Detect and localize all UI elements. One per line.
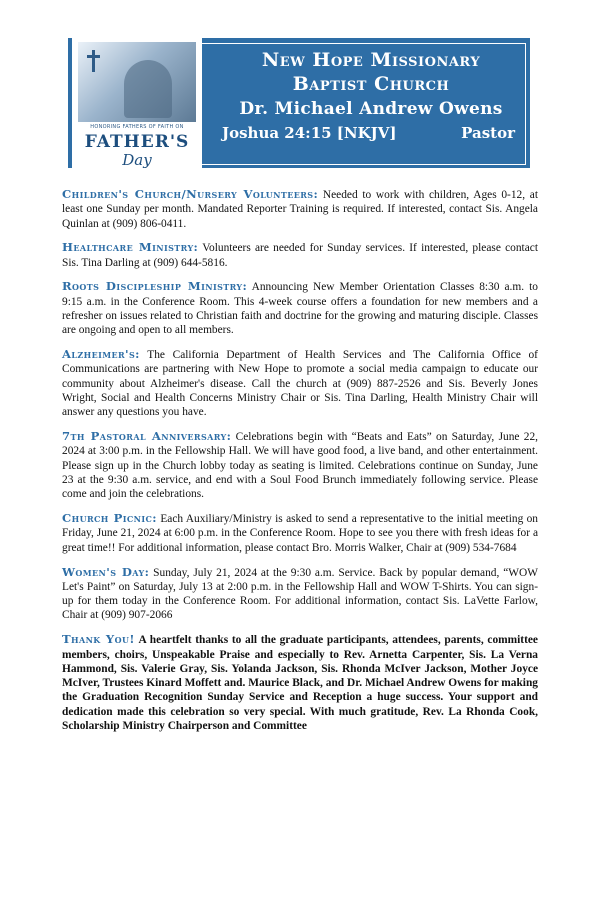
logo-subtitle: Day [122, 151, 152, 169]
pastor-name: Dr. Michael Andrew Owens [239, 99, 503, 119]
announcement-body: Volunteers are needed for Sunday services. If interested, please contact Sis. Tina Darling at (909) 644-5816. [62, 242, 538, 269]
fathers-day-logo [72, 38, 202, 168]
announcement-title: Thank You! [62, 632, 135, 647]
announcement-healthcare [62, 240, 538, 270]
announcement-title: 7th Pastoral Anniversary: [62, 429, 232, 444]
announcement-title: Church Picnic: [62, 511, 157, 526]
announcements-list [62, 187, 538, 743]
announcement-title: Alzheimer's: [62, 347, 140, 362]
father-figure-image [124, 60, 172, 118]
announcement-title: Healthcare Ministry: [62, 240, 199, 255]
announcement-body: The California Department of Health Services and The California Office of Communications are partnering with New Hope to promote a social media campaign to educate our community about Alzheimer's disease. Call the church at (909) 887-2526 and Sis. Beverly Jones Wright, Social and Health Concerns Ministry Chair or Sis. Tina Darling, Health Ministry Chair will answer any questions you have. [62, 349, 538, 419]
announcement-thank-you [62, 632, 538, 733]
logo-title: FATHER'S [84, 132, 190, 152]
cross-icon [86, 50, 102, 72]
church-name-line1: New Hope Missionary [261, 49, 481, 71]
pastor-title: Pastor [461, 124, 515, 142]
announcement-body: Needed to work with children, Ages 0-12, at least one Sunday per month. Mandated Reporter Training is required. If interested, contact Sis. Angela Quinlan at (909) 806-0411. [62, 189, 538, 230]
announcement-childrens-church [62, 187, 538, 231]
announcement-title: Children's Church/Nursery Volunteers: [62, 187, 319, 201]
scripture-reference: Joshua 24:15 [NKJV] [222, 124, 397, 142]
announcement-church-picnic [62, 511, 538, 555]
church-name [212, 48, 530, 96]
announcement-womens-day [62, 565, 538, 623]
announcement-title: Roots Discipleship Ministry: [62, 279, 248, 294]
announcement-body: A heartfelt thanks to all the graduate participants, attendees, parents, committee members, choirs, Unspeakable Praise and especially to Rev. Arnetta Carpenter, Sis. La Verna Hammond, Sis. Valerie Gray, Sis. Yolanda Jackson, Sis. Rhonda McIver Jackson, Mother Joyce McIver, Trustees Kinard Moffett and. Maurice Black, and Dr. Michael Andrew Owens for making the Graduation Recognition Sunday Service and Reception a huge success. Your support and dedication made this celebration so very special. With much gratitude, Rev. La Rhonda Cook, Scholarship Ministry Chairperson and Committee [62, 634, 538, 732]
church-name-line2: Baptist Church [292, 73, 450, 95]
announcement-roots-discipleship [62, 279, 538, 337]
announcement-body: Sunday, July 21, 2024 at the 9:30 a.m. Service. Back by popular demand, “WOW Let's Paint” on Saturday, July 13 at 2:00 p.m. in the Fellowship Hall and WOW T-Shirts. You can sign-up for them today in the Conference Room. For additional information, contact Sis. LaVette Farlow, Chair at (909) 907-2066 [62, 566, 538, 622]
announcement-pastoral-anniversary [62, 429, 538, 501]
announcement-title: Women's Day: [62, 564, 150, 579]
announcement-body: Celebrations begin with “Beats and Eats” on Saturday, June 22, 2024 at 3:00 p.m. in the Fellowship Hall. We will have good food, a live band, and other entertainment. Please sign up in the Church lobby today as seating is limited. Celebrations continue on Sunday, June 23 at the 9:30 a.m. service, and end with a Soul Food Brunch immediately following service. Please come and join the celebrations. [62, 431, 538, 501]
announcement-alzheimers [62, 347, 538, 419]
logo-tagline: HONORING FATHERS OF FAITH ON [90, 124, 184, 130]
announcement-body: Announcing New Member Orientation Classes 8:30 a.m. to 9:15 a.m. in the Conference Room. This 4-week course offers a foundation for new members and a refresher on issues related to Christian faith and doctrine for the growing and maturing disciple. Classes are ongoing and open to all members. [62, 281, 538, 337]
announcement-body: Each Auxiliary/Ministry is asked to send a representative to the initial meeting on Friday, June 21, 2024 at 6:00 p.m. in the Conference Room. Hope to see you there with fresh ideas for a great time!! For additional information, please contact Bro. Morris Walker, Chair at (909) 534-7684 [62, 513, 538, 554]
logo-photo [78, 42, 196, 122]
